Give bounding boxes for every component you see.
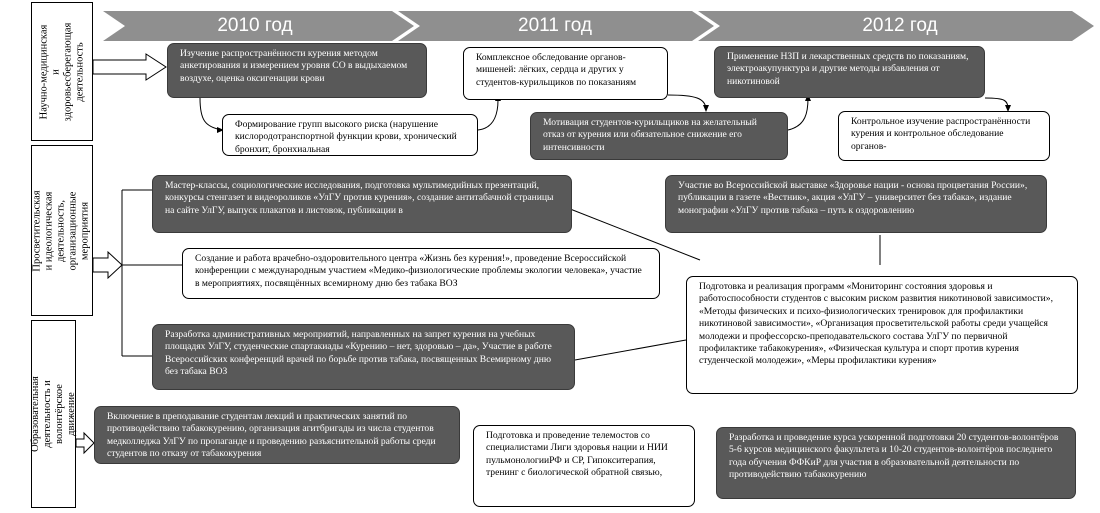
- flow-arrow-b1-b2: [200, 98, 222, 130]
- box-high-risk-groups: Формирование групп высокого риска (нарушение кислородотранспортной функции крови, хронический бронхит, бронхиальная: [222, 114, 478, 156]
- hollow-arrow-band1: [93, 54, 166, 80]
- hollow-arrow-band2: [93, 252, 122, 278]
- box-teaching-lectures: Включение в преподавание студентам лекций и практических занятий по противодействию табакокурению, организация агитбригады из числа студентов медколледжа УлГУ по пропаганде и проведению разъяснительной работы среди студентов по отказу от табакокурения: [94, 406, 460, 464]
- box-nrt-therapy: Применение НЗП и лекарственных средств по показаниям, электроакупунктура и другие методы избавления от никотиновой: [714, 46, 985, 98]
- year-label-2010: 2010 год: [217, 15, 293, 36]
- band-label: Образовательная деятельность и волонтёрское движение: [29, 376, 77, 452]
- box-administrative-measures: Разработка административных мероприятий, направленных на запрет курения на учебных площадях УлГУ, студенческие спартакиады «Курению – нет, здоровью – да», Участие в работе Всероссийских конференций врачей по борьбе против табака, посвященных Всемирному дню без табака ВОЗ: [152, 324, 575, 390]
- box-programs-implementation: Подготовка и реализация программ «Мониторинг состояния здоровья и работоспособности студентов с высоким риском развития никотиновой зависимости», «Методы физических и психо-физиологических тренировок для профилактики никотиновой зависимости», «Организация просветительской работы среди учащейся молодежи и профессорско-преподавательского состава УлГУ по первичной профилактике табакокурения», «Физическая культура и спорт против курения студенческой молодежи», «Меры профилактики курения»: [686, 276, 1078, 394]
- box-target-organs-exam: Комплексное обследование органов-мишеней: лёгких, сердца и других у студентов-курильщиков по показаниям: [463, 47, 668, 100]
- band-label: Научно-медицинская и здоровьесберегающая деятельность: [38, 22, 86, 121]
- band-label: Просветительская и идеологическая деятельность, организационные мероприятия: [32, 189, 92, 272]
- year-label-2012: 2012 год: [862, 15, 938, 36]
- band-scientific-medical: [31, 2, 93, 141]
- box-smoking-prevalence-study: Изучение распространённости курения методом анкетирования и измерением уровня СО в выдыхаемом воздухе, оценка оксигенации крови: [167, 43, 427, 98]
- flow-arrow-b4-b5: [788, 98, 808, 130]
- box-master-classes: Мастер-классы, социологические исследования, подготовка мультимедийных презентаций, конкурсы стенгазет и видеороликов «УлГУ против курения», создание антитабачной страницы на сайте УлГУ, выпуск плакатов и листовок, публикации в: [152, 175, 572, 233]
- flow-arrow-b3-b4: [668, 95, 706, 110]
- link-b11-b10: [575, 340, 686, 360]
- flow-arrow-b5-b6: [985, 98, 1008, 110]
- box-telebridges: Подготовка и проведение телемостов со специалистами Лиги здоровья нации и НИИ пульмонологииРФ и СР, Гипокситерапия, тренинг с биологической обратной связью,: [473, 425, 695, 507]
- band-education-volunteer: [31, 320, 76, 508]
- box-volunteer-course: Разработка и проведение курса ускоренной подготовки 20 студентов-волонтёров 5-6 курсов медицинского факультета и 10-20 студентов-волонтёров последнего года обучения ФФКиР для участия в образовательной деятельности по противодействию табакокурению: [716, 427, 1076, 499]
- year-label-2011: 2011 год: [518, 15, 592, 36]
- hollow-arrow-band3: [76, 433, 94, 453]
- box-health-center: Создание и работа врачебно-оздоровительного центра «Жизнь без курения!», проведение Всероссийской конференции с международным участием «Медико-физиологические проблемы экологии человека», участие в мероприятиях, посвящённых всемирному дню без табака ВОЗ: [182, 248, 660, 299]
- band-educational-outreach: [31, 145, 93, 316]
- box-exhibition-participation: Участие во Всероссийской выставке «Здоровье нации - основа процветания России», публикации в газете «Вестник», акция «УлГУ – университет без табака», издание монографии «УлГУ против табака – путь к оздоровлению: [665, 175, 1047, 233]
- flow-arrow-b2-b3: [478, 100, 498, 130]
- box-motivation-quit: Мотивация студентов-курильщиков на желательный отказ от курения или обязательное снижение его интенсивности: [530, 112, 788, 160]
- box-control-study: Контрольное изучение распространённости курения и контрольное обследование органов-: [838, 111, 1050, 161]
